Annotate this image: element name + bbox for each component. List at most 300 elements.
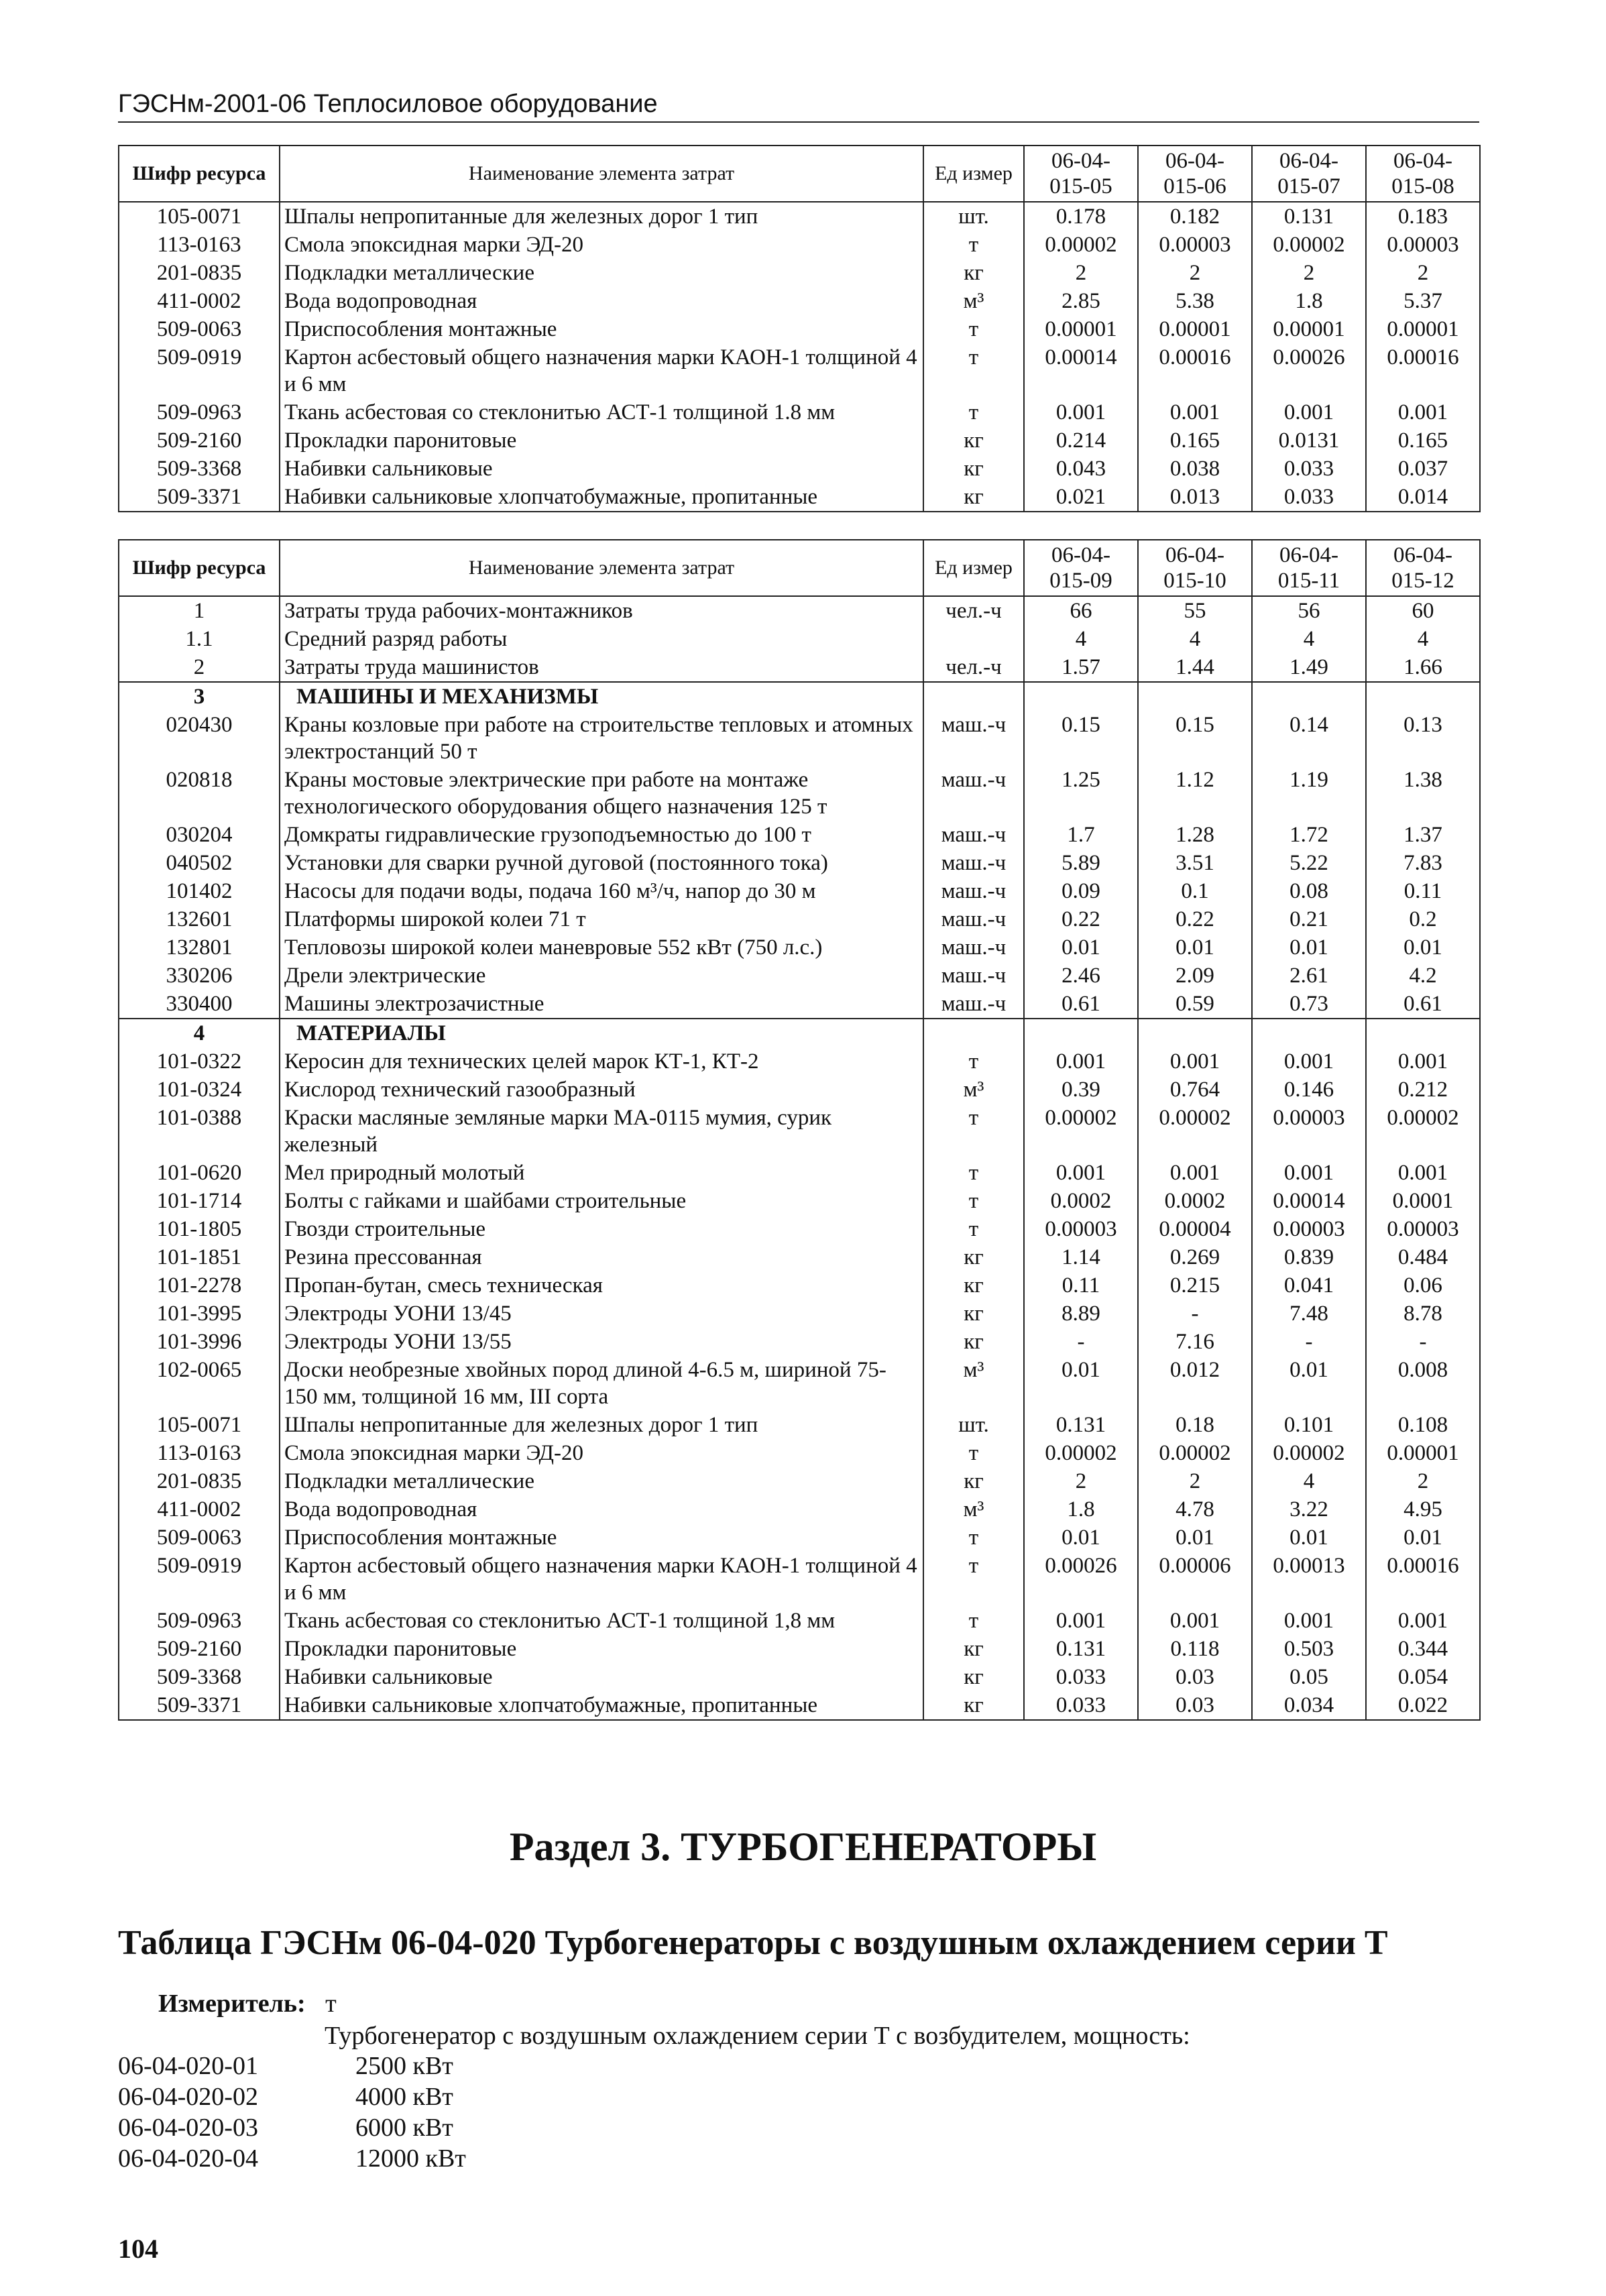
value-cell: 0.00003 [1252,1104,1366,1159]
value-cell: 2 [1024,1467,1138,1495]
unit-cell: маш.-ч [923,711,1024,766]
unit-cell: маш.-ч [923,905,1024,933]
table-row [119,483,1480,512]
variant-row [118,2051,466,2081]
table-row [119,821,1480,849]
table-row [119,596,1480,625]
unit-cell: кг [923,1691,1024,1720]
unit-cell: т [923,398,1024,426]
value-cell: 5.38 [1138,287,1252,315]
table-row [119,1215,1480,1243]
code-cell: 201-0835 [119,259,280,287]
value-cell: 0.61 [1366,990,1480,1019]
unit-cell: м³ [923,1076,1024,1104]
page-number: 104 [118,2234,158,2264]
meter-label: Измеритель: [158,1990,306,2018]
value-cell: 0.00026 [1024,1552,1138,1607]
value-cell: 0.212 [1366,1076,1480,1104]
code-cell: 101-0620 [119,1159,280,1187]
name-cell: Набивки сальниковые [280,1663,923,1691]
unit-cell: чел.-ч [923,653,1024,682]
name-cell: Ткань асбестовая со стеклонитью АСТ-1 толщиной 1.8 мм [280,398,923,426]
value-cell: 0.0131 [1252,426,1366,455]
value-cell: 0.001 [1024,1047,1138,1076]
value-cell: 0.038 [1138,455,1252,483]
unit-cell: м³ [923,1495,1024,1524]
value-cell: 7.83 [1366,849,1480,877]
header-code: Шифр ресурса [119,540,280,596]
value-cell: 0.165 [1366,426,1480,455]
table-row [119,1328,1480,1356]
value-cell: 2.46 [1024,962,1138,990]
value-cell [1366,682,1480,711]
value-cell: 0.59 [1138,990,1252,1019]
value-cell: 0.00013 [1252,1552,1366,1607]
value-cell: 0.0002 [1138,1187,1252,1215]
value-cell: 0.00026 [1252,343,1366,398]
value-cell: 0.09 [1024,877,1138,905]
value-cell: 0.06 [1366,1271,1480,1300]
value-cell: 1.28 [1138,821,1252,849]
header-col: 06-04- 015-05 [1024,146,1138,202]
value-cell: 55 [1138,596,1252,625]
value-cell: 0.03 [1138,1663,1252,1691]
unit-cell: кг [923,1635,1024,1663]
value-cell: 60 [1366,596,1480,625]
unit-cell: шт. [923,202,1024,231]
code-cell: 1.1 [119,625,280,653]
name-cell: Набивки сальниковые хлопчатобумажные, пропитанные [280,483,923,512]
meter-value: т [325,1990,337,2018]
value-cell: 66 [1024,596,1138,625]
value-cell: 1.19 [1252,766,1366,821]
value-cell: 1.57 [1024,653,1138,682]
name-cell: Затраты труда машинистов [280,653,923,682]
header-unit: Ед измер [923,540,1024,596]
name-cell: Набивки сальниковые [280,455,923,483]
variant-code: 06-04-020-03 [118,2114,258,2142]
value-cell: 1.44 [1138,653,1252,682]
table-row [119,1104,1480,1159]
name-cell: Смола эпоксидная марки ЭД-20 [280,231,923,259]
value-cell: 0.01 [1366,1524,1480,1552]
value-cell: 8.89 [1024,1300,1138,1328]
unit-cell: т [923,1524,1024,1552]
value-cell: 0.00014 [1024,343,1138,398]
value-cell: 0.001 [1366,398,1480,426]
code-cell: 101-0322 [119,1047,280,1076]
unit-cell: кг [923,1467,1024,1495]
value-cell: 4.95 [1366,1495,1480,1524]
value-cell: 2 [1252,259,1366,287]
value-cell: 0.00014 [1252,1187,1366,1215]
name-cell: Краски масляные земляные марки МА-0115 мумия, сурик железный [280,1104,923,1159]
table-row [119,905,1480,933]
variant-code: 06-04-020-04 [118,2144,258,2173]
table-row [119,1300,1480,1328]
table-row [119,849,1480,877]
value-cell: 4 [1252,1467,1366,1495]
unit-cell: кг [923,1271,1024,1300]
name-cell: Кислород технический газообразный [280,1076,923,1104]
unit-cell: м³ [923,1356,1024,1411]
value-cell: 2 [1024,259,1138,287]
variant-list [118,2051,466,2174]
table-row [119,1663,1480,1691]
value-cell: 0.014 [1366,483,1480,512]
value-cell: 0.183 [1366,202,1480,231]
table-row [119,1552,1480,1607]
name-cell: Домкраты гидравлические грузоподъемностью до 100 т [280,821,923,849]
code-cell: 020430 [119,711,280,766]
unit-cell: т [923,1607,1024,1635]
value-cell: 2.85 [1024,287,1138,315]
value-cell: 2 [1366,1467,1480,1495]
table-row [119,1271,1480,1300]
section-title: Раздел 3. ТУРБОГЕНЕРАТОРЫ [509,1825,1097,1869]
table-row [119,766,1480,821]
name-cell: Дрели электрические [280,962,923,990]
unit-cell: т [923,1159,1024,1187]
value-cell: 0.61 [1024,990,1138,1019]
value-cell: 0.15 [1024,711,1138,766]
name-cell: Резина прессованная [280,1243,923,1271]
value-cell: 0.05 [1252,1663,1366,1691]
resource-table-2 [118,539,1481,1721]
table-row [119,1356,1480,1411]
value-cell: 0.001 [1366,1607,1480,1635]
code-cell: 102-0065 [119,1356,280,1411]
table-row [119,1047,1480,1076]
value-cell: 0.043 [1024,455,1138,483]
value-cell: 1.14 [1024,1243,1138,1271]
value-cell: 4 [1252,625,1366,653]
table-row [119,1607,1480,1635]
code-cell: 101-1714 [119,1187,280,1215]
value-cell: 0.013 [1138,483,1252,512]
header-col: 06-04- 015-12 [1366,540,1480,596]
code-cell: 509-0919 [119,1552,280,1607]
unit-cell: т [923,1215,1024,1243]
variant-code: 06-04-020-02 [118,2083,258,2111]
value-cell: 0.001 [1366,1047,1480,1076]
code-cell: 509-3371 [119,483,280,512]
unit-cell: маш.-ч [923,766,1024,821]
code-cell: 509-3371 [119,1691,280,1720]
value-cell: 0.034 [1252,1691,1366,1720]
name-cell: Установки для сварки ручной дуговой (постоянного тока) [280,849,923,877]
name-cell: Прокладки паронитовые [280,426,923,455]
value-cell: 0.101 [1252,1411,1366,1439]
unit-cell: м³ [923,287,1024,315]
unit-cell: маш.-ч [923,933,1024,962]
value-cell: 0.13 [1366,711,1480,766]
variant-row [118,2081,466,2112]
table-row [119,1243,1480,1271]
value-cell: 1.8 [1252,287,1366,315]
value-cell: 1.38 [1366,766,1480,821]
value-cell: 0.033 [1024,1691,1138,1720]
unit-cell: маш.-ч [923,877,1024,905]
value-cell: 0.165 [1138,426,1252,455]
name-cell: Подкладки металлические [280,259,923,287]
name-cell: Вода водопроводная [280,1495,923,1524]
header-col: 06-04- 015-10 [1138,540,1252,596]
value-cell: 0.00002 [1138,1104,1252,1159]
value-cell: 0.001 [1138,398,1252,426]
value-cell: 0.00003 [1252,1215,1366,1243]
variant-code: 06-04-020-01 [118,2052,258,2080]
value-cell: 0.503 [1252,1635,1366,1663]
value-cell: 0.00001 [1252,315,1366,343]
code-cell: 101-1805 [119,1215,280,1243]
code-cell: 509-2160 [119,426,280,455]
unit-cell [923,625,1024,653]
code-cell: 411-0002 [119,1495,280,1524]
name-cell: Подкладки металлические [280,1467,923,1495]
value-cell: 1.12 [1138,766,1252,821]
header-name: Наименование элемента затрат [280,540,923,596]
unit-cell [923,682,1024,711]
running-header: ГЭСНм-2001-06 Теплосиловое оборудование [118,90,1479,123]
header-col: 06-04- 015-08 [1366,146,1480,202]
name-cell: Краны мостовые электрические при работе на монтаже технологического оборудования общего назначения 125 т [280,766,923,821]
value-cell: - [1138,1300,1252,1328]
name-cell: Картон асбестовый общего назначения марки КАОН-1 толщиной 4 и 6 мм [280,1552,923,1607]
unit-cell: кг [923,455,1024,483]
value-cell: 0.2 [1366,905,1480,933]
table-row [119,343,1480,398]
value-cell: 0.214 [1024,426,1138,455]
value-cell: 0.001 [1024,1159,1138,1187]
name-cell: Прокладки паронитовые [280,1635,923,1663]
name-cell: Картон асбестовый общего назначения марки КАОН-1 толщиной 4 и 6 мм [280,343,923,398]
unit-cell: маш.-ч [923,990,1024,1019]
value-cell: 0.18 [1138,1411,1252,1439]
meter-line [158,1989,337,2018]
value-cell: 0.021 [1024,483,1138,512]
value-cell: 0.033 [1024,1663,1138,1691]
name-cell: Затраты труда рабочих-монтажников [280,596,923,625]
value-cell: 0.131 [1024,1411,1138,1439]
code-cell: 4 [119,1019,280,1047]
value-cell: 0.012 [1138,1356,1252,1411]
value-cell: 0.033 [1252,455,1366,483]
value-cell: 8.78 [1366,1300,1480,1328]
code-cell: 113-0163 [119,231,280,259]
value-cell: 0.00004 [1138,1215,1252,1243]
unit-cell: т [923,315,1024,343]
code-cell: 201-0835 [119,1467,280,1495]
value-cell: 0.146 [1252,1076,1366,1104]
code-cell: 411-0002 [119,287,280,315]
name-cell: Насосы для подачи воды, подача 160 м³/ч, напор до 30 м [280,877,923,905]
unit-cell: кг [923,483,1024,512]
code-cell: 509-0919 [119,343,280,398]
code-cell: 1 [119,596,280,625]
value-cell: 0.01 [1024,1356,1138,1411]
header-code: Шифр ресурса [119,146,280,202]
value-cell [1252,682,1366,711]
value-cell: 0.22 [1024,905,1138,933]
name-cell: Краны козловые при работе на строительстве тепловых и атомных электростанций 50 т [280,711,923,766]
code-cell: 101-3995 [119,1300,280,1328]
value-cell: 0.00003 [1366,231,1480,259]
value-cell: 0.001 [1252,1607,1366,1635]
code-cell: 509-0963 [119,398,280,426]
table-row [119,398,1480,426]
value-cell: 0.00016 [1366,343,1480,398]
value-cell: 0.008 [1366,1356,1480,1411]
value-cell: 0.344 [1366,1635,1480,1663]
value-cell [1252,1019,1366,1047]
header-col: 06-04- 015-09 [1024,540,1138,596]
value-cell: 0.022 [1366,1691,1480,1720]
value-cell: 0.00016 [1138,343,1252,398]
name-cell: Электроды УОНИ 13/55 [280,1328,923,1356]
table-title: Таблица ГЭСНм 06-04-020 Турбогенераторы с воздушным охлаждением серии Т [118,1924,1388,1962]
name-cell: Болты с гайками и шайбами строительные [280,1187,923,1215]
unit-cell [923,1019,1024,1047]
table-row [119,653,1480,682]
value-cell: 0.001 [1024,1607,1138,1635]
value-cell: 0.484 [1366,1243,1480,1271]
unit-cell: кг [923,259,1024,287]
unit-cell: маш.-ч [923,962,1024,990]
variant-row [118,2112,466,2143]
value-cell: 0.01 [1252,1356,1366,1411]
variant-value: 4000 кВт [355,2083,453,2111]
value-cell: 0.839 [1252,1243,1366,1271]
unit-cell: маш.-ч [923,821,1024,849]
name-cell: МАТЕРИАЛЫ [280,1019,923,1047]
table-row [119,711,1480,766]
name-cell: Набивки сальниковые хлопчатобумажные, пропитанные [280,1691,923,1720]
name-cell: Приспособления монтажные [280,1524,923,1552]
value-cell [1024,1019,1138,1047]
value-cell: 0.178 [1024,202,1138,231]
value-cell: 0.00002 [1252,231,1366,259]
table-row [119,455,1480,483]
value-cell: 0.03 [1138,1691,1252,1720]
value-cell: 0.01 [1138,933,1252,962]
value-cell: 0.00001 [1024,315,1138,343]
table-row [119,625,1480,653]
value-cell [1138,682,1252,711]
value-cell: 0.215 [1138,1271,1252,1300]
value-cell: 0.01 [1252,933,1366,962]
name-cell: Платформы широкой колеи 71 т [280,905,923,933]
resource-table-1 [118,145,1481,512]
value-cell: 1.66 [1366,653,1480,682]
value-cell: 0.118 [1138,1635,1252,1663]
code-cell: 101-0324 [119,1076,280,1104]
table-row [119,231,1480,259]
header-col: 06-04- 015-06 [1138,146,1252,202]
name-cell: Пропан-бутан, смесь техническая [280,1271,923,1300]
name-cell: Шпалы непропитанные для железных дорог 1 тип [280,202,923,231]
value-cell: 0.00006 [1138,1552,1252,1607]
name-cell: Мел природный молотый [280,1159,923,1187]
code-cell: 101-0388 [119,1104,280,1159]
value-cell [1138,1019,1252,1047]
value-cell: 2.09 [1138,962,1252,990]
table-row [119,962,1480,990]
value-cell: 0.001 [1024,398,1138,426]
table-row [119,877,1480,905]
section-row [119,682,1480,711]
table-row [119,426,1480,455]
value-cell: 1.8 [1024,1495,1138,1524]
code-cell: 330400 [119,990,280,1019]
unit-cell: т [923,1104,1024,1159]
code-cell: 509-3368 [119,455,280,483]
value-cell: 4 [1366,625,1480,653]
value-cell: 0.001 [1252,1047,1366,1076]
value-cell: 0.15 [1138,711,1252,766]
value-cell: 0.001 [1138,1159,1252,1187]
code-cell: 105-0071 [119,1411,280,1439]
code-cell: 101-1851 [119,1243,280,1271]
unit-cell: кг [923,1300,1024,1328]
value-cell: 0.037 [1366,455,1480,483]
name-cell: Вода водопроводная [280,287,923,315]
name-cell: Смола эпоксидная марки ЭД-20 [280,1439,923,1467]
value-cell: 0.01 [1252,1524,1366,1552]
value-cell: 0.1 [1138,877,1252,905]
value-cell: 0.01 [1024,933,1138,962]
unit-cell: т [923,1187,1024,1215]
value-cell: 0.39 [1024,1076,1138,1104]
value-cell: 3.51 [1138,849,1252,877]
value-cell: 0.11 [1024,1271,1138,1300]
unit-cell: чел.-ч [923,596,1024,625]
code-cell: 3 [119,682,280,711]
value-cell: 0.00002 [1024,1104,1138,1159]
value-cell [1024,682,1138,711]
value-cell: 0.269 [1138,1243,1252,1271]
value-cell: 7.48 [1252,1300,1366,1328]
value-cell: 0.73 [1252,990,1366,1019]
value-cell: 3.22 [1252,1495,1366,1524]
value-cell: 5.37 [1366,287,1480,315]
value-cell: 0.182 [1138,202,1252,231]
value-cell: - [1366,1328,1480,1356]
code-cell: 509-3368 [119,1663,280,1691]
value-cell: 1.72 [1252,821,1366,849]
unit-cell: т [923,1439,1024,1467]
table-row [119,1691,1480,1720]
name-cell: Ткань асбестовая со стеклонитью АСТ-1 толщиной 1,8 мм [280,1607,923,1635]
code-cell: 2 [119,653,280,682]
value-cell: 0.764 [1138,1076,1252,1104]
value-cell: 4 [1024,625,1138,653]
value-cell: 5.89 [1024,849,1138,877]
value-cell: 4.2 [1366,962,1480,990]
value-cell: 0.131 [1024,1635,1138,1663]
unit-cell: т [923,1552,1024,1607]
value-cell: 5.22 [1252,849,1366,877]
name-cell: Приспособления монтажные [280,315,923,343]
value-cell: 7.16 [1138,1328,1252,1356]
unit-cell: кг [923,1328,1024,1356]
value-cell: 56 [1252,596,1366,625]
variant-description: Турбогенератор с воздушным охлаждением серии Т с возбудителем, мощность: [325,2022,1190,2050]
name-cell: Средний разряд работы [280,625,923,653]
value-cell: 0.01 [1366,933,1480,962]
value-cell: 4.78 [1138,1495,1252,1524]
value-cell: 1.37 [1366,821,1480,849]
